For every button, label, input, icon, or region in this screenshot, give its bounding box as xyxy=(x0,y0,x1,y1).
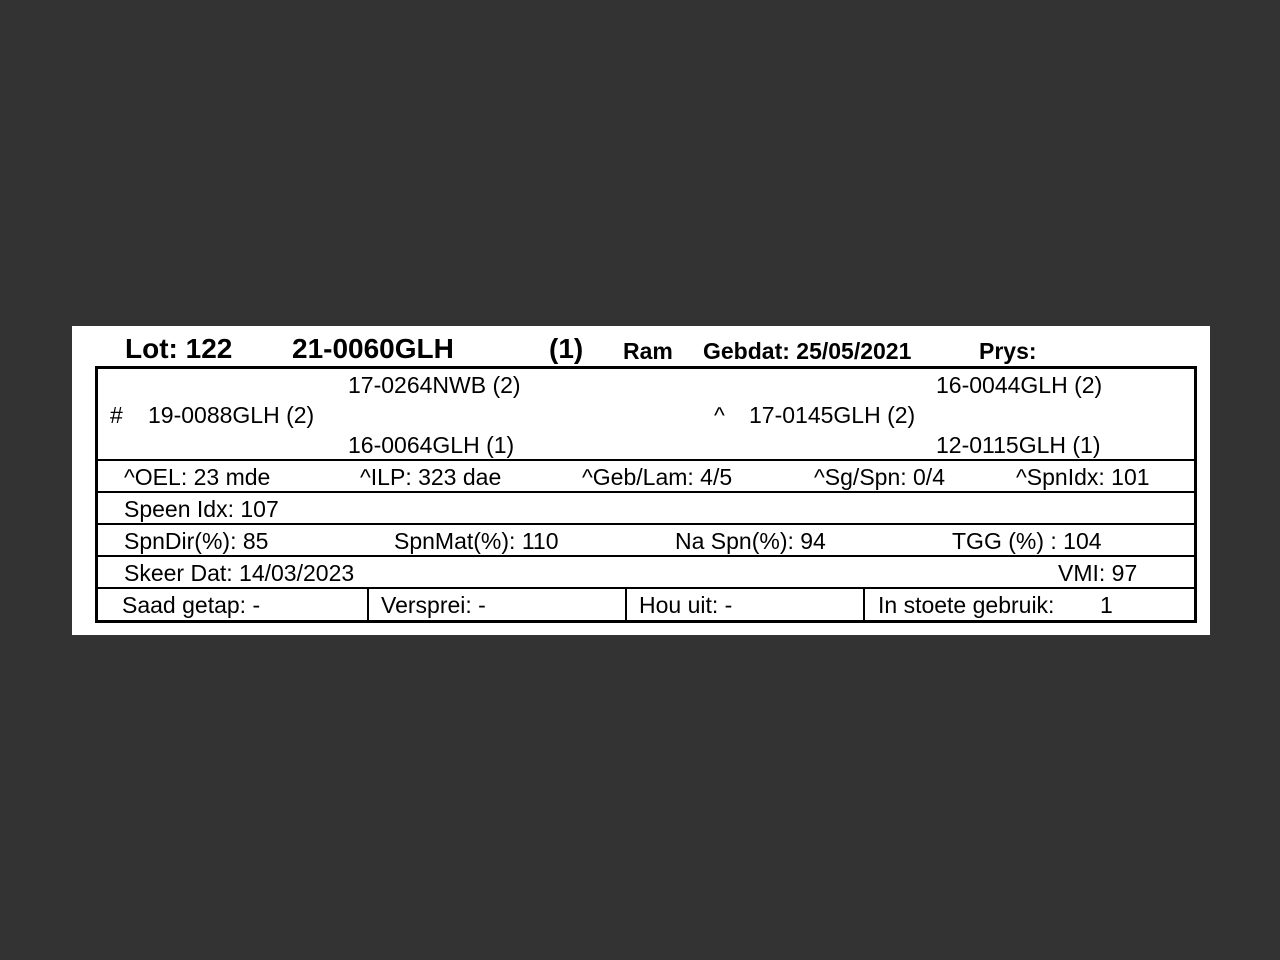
stat-ilp: ^ILP: 323 dae xyxy=(360,464,502,490)
na-spn: Na Spn(%): 94 xyxy=(675,528,826,554)
stat-oel: ^OEL: 23 mde xyxy=(124,464,271,490)
lot-number: Lot: 122 xyxy=(125,333,233,364)
price-label: Prys: xyxy=(979,338,1037,364)
animal-sex: Ram xyxy=(623,338,673,364)
skeer-dat: Skeer Dat: 14/03/2023 xyxy=(124,560,355,586)
spndir: SpnDir(%): 85 xyxy=(124,528,269,554)
sire-sire: 17-0264NWB (2) xyxy=(348,372,521,398)
tgg: TGG (%) : 104 xyxy=(952,528,1102,554)
hou-uit: Hou uit: - xyxy=(639,592,733,618)
footer-row xyxy=(98,587,1194,622)
divider xyxy=(625,589,627,622)
dam: 17-0145GLH (2) xyxy=(749,402,916,428)
animal-id: 21-0060GLH xyxy=(292,333,454,364)
stat-sg-spn: ^Sg/Spn: 0/4 xyxy=(814,464,945,490)
lot-card xyxy=(72,326,1210,635)
stoete-value: 1 xyxy=(1100,592,1113,618)
speen-idx: Speen Idx: 107 xyxy=(124,496,279,522)
dam-dam: 12-0115GLH (1) xyxy=(936,432,1101,458)
dam-marker: ^ xyxy=(714,402,725,428)
spnmat: SpnMat(%): 110 xyxy=(394,528,559,554)
sire: 19-0088GLH (2) xyxy=(148,402,315,428)
lot-header xyxy=(72,334,1210,364)
divider xyxy=(367,589,369,622)
animal-count: (1) xyxy=(549,333,584,364)
speen-idx-row xyxy=(98,491,1194,523)
weaning-row xyxy=(98,523,1194,555)
stat-geb-lam: ^Geb/Lam: 4/5 xyxy=(582,464,733,490)
divider xyxy=(863,589,865,622)
saad-getap: Saad getap: - xyxy=(122,592,261,618)
stats-row xyxy=(98,459,1194,491)
sire-dam: 16-0064GLH (1) xyxy=(348,432,515,458)
shear-row xyxy=(98,555,1194,587)
versprei: Versprei: - xyxy=(381,592,486,618)
birth-date: Gebdat: 25/05/2021 xyxy=(703,338,912,364)
stat-spnidx: ^SpnIdx: 101 xyxy=(1016,464,1150,490)
stoete-label: In stoete gebruik: xyxy=(878,592,1055,618)
vmi: VMI: 97 xyxy=(1058,560,1138,586)
dam-sire: 16-0044GLH (2) xyxy=(936,372,1103,398)
info-table xyxy=(95,366,1197,623)
sire-marker: # xyxy=(110,402,123,428)
